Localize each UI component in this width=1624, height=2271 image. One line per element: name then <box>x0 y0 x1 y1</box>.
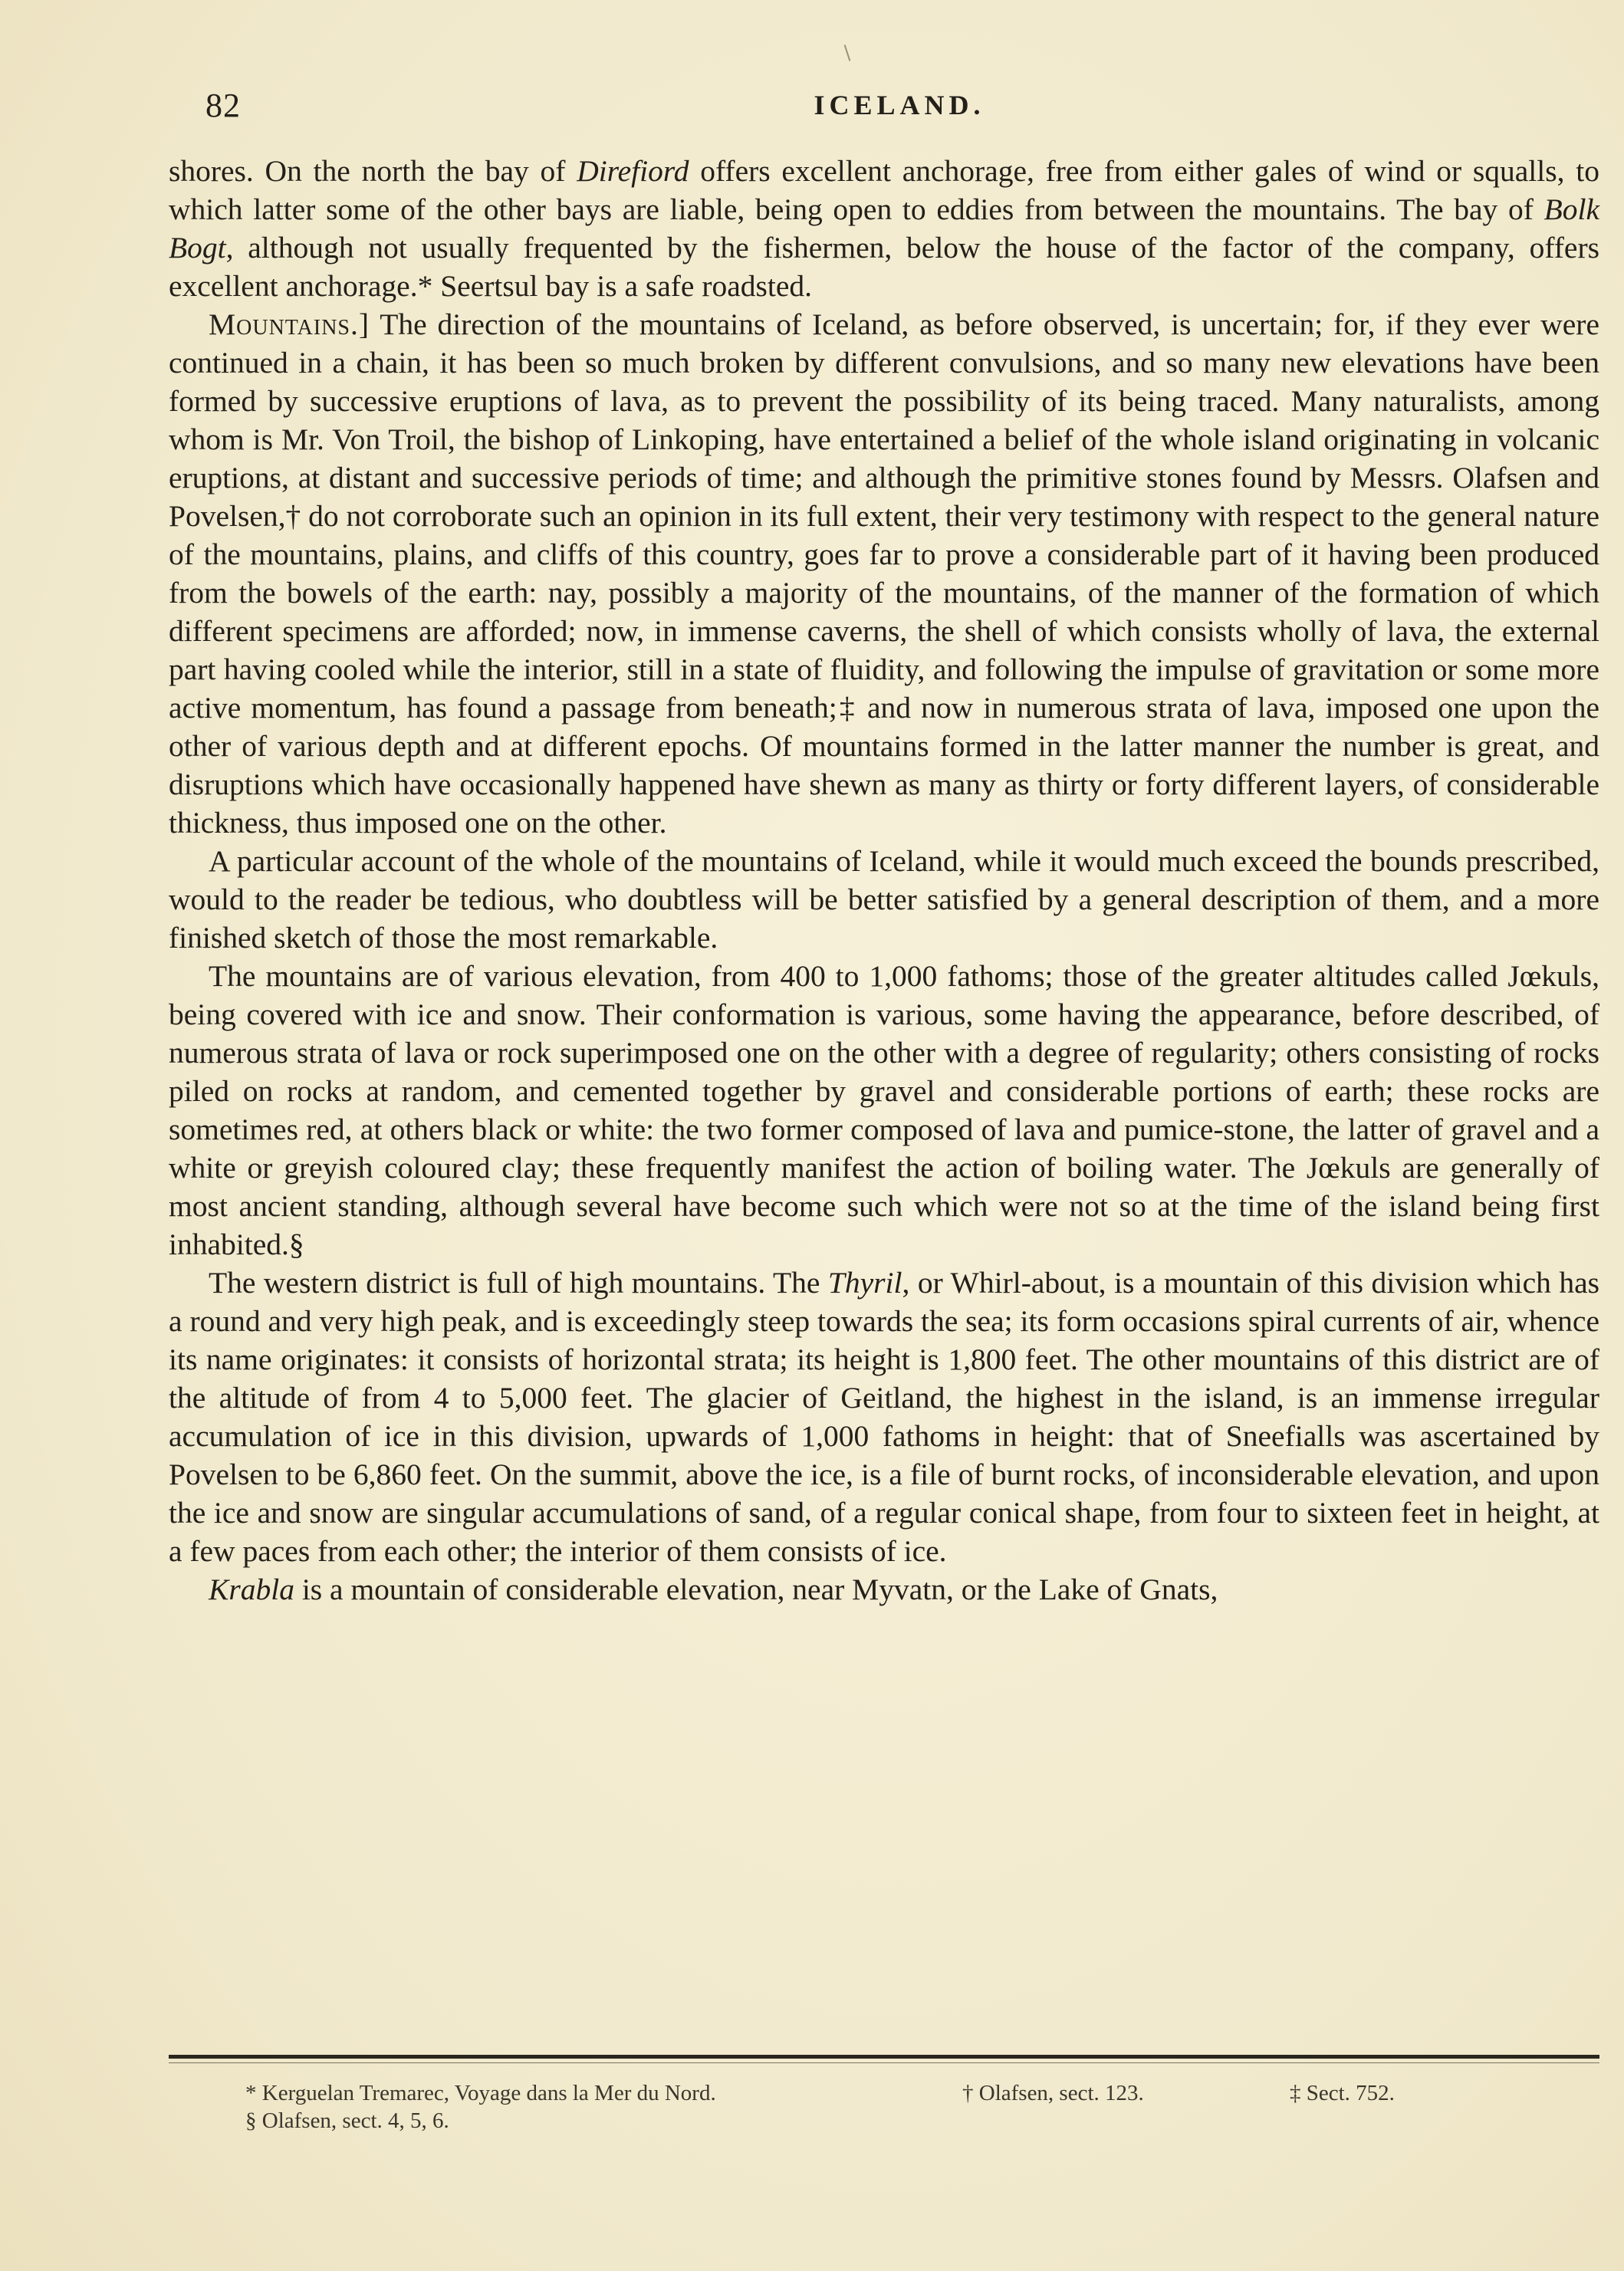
margin-mark <box>844 44 851 61</box>
paragraph-western-district: The western district is full of high mountains. The Thyril, or Whirl-about, is a mountain of this division which has a round and very high peak, and is exceedingly steep towards the sea; its form occasions spiral currents of air, whence its name originates: it consists of horizontal strata; its height is 1,800 feet. The other mountains of this district are of the altitude of from 4 to 5,000 feet. The glacier of Geitland, the highest in the island, is an immense irregular accumulation of ice in this division, upwards of 1,000 fathoms in height: that of Sneefialls was ascertained by Povelsen to be 6,860 feet. On the summit, above the ice, is a file of burnt rocks, of inconsiderable elevation, and upon the ice and snow are singular accumulations of sand, of a regular conical shape, from four to sixteen feet in height, at a few paces from each other; the interior of them consists of ice. <box>169 1266 1599 1568</box>
body-text <box>169 152 1599 1609</box>
page-header <box>205 86 1593 132</box>
running-title: ICELAND. <box>814 90 985 120</box>
footnote-rule <box>169 2055 1599 2059</box>
footnote-section: § Olafsen, sect. 4, 5, 6. <box>245 2108 449 2133</box>
footnote-asterisk: * Kerguelan Tremarec, Voyage dans la Mer du Nord. <box>245 2081 716 2105</box>
paragraph-particular-account: A particular account of the whole of the mountains of Iceland, while it would much exceed the bounds prescribed, would to the reader be tedious, who doubtless will be better satisfied by a general description of them, and a more finished sketch of those the most remarkable. <box>169 844 1599 955</box>
paragraph-elevation: The mountains are of various elevation, from 400 to 1,000 fathoms; those of the greater altitudes called Jœkuls, being covered with ice and snow. Their conformation is various, some having the appearance, before described, of numerous strata of lava or rock superimposed one on the other with a degree of regularity; others consisting of rocks piled on rocks at random, and cemented together by gravel and considerable portions of earth; these rocks are sometimes red, at others black or white: the two former composed of lava and pumice-stone, the latter of gravel and a white or greyish coloured clay; these frequently manifest the action of boiling water. The Jœkuls are generally of most ancient standing, although several have become such which were not so at the time of the island being first inhabited.§ <box>169 959 1599 1261</box>
footnote-dagger: † Olafsen, sect. 123. <box>962 2081 1144 2105</box>
footnote-rule-thin <box>169 2062 1599 2063</box>
footnotes <box>245 2079 1549 2135</box>
paragraph-shores: shores. On the north the bay of Direfiord offers excellent anchorage, free from either gales of wind or squalls, to which latter some of the other bays are liable, being open to eddies from between the mountains. The bay of Bolk Bogt, although not usually frequented by the fishermen, below the house of the factor of the company, offers excellent anchorage.* Seertsul bay is a safe roadsted. <box>169 154 1599 303</box>
footnote-double-dagger: ‡ Sect. 752. <box>1290 2081 1395 2105</box>
page-number: 82 <box>205 87 241 124</box>
paragraph-krabla: Krabla is a mountain of considerable elevation, near Myvatn, or the Lake of Gnats, <box>209 1573 1218 1606</box>
paragraph-mountains: Mountains.] The direction of the mountains of Iceland, as before observed, is uncertain; for, if they ever were continued in a chain, it has been so much broken by different convulsions, and so many new elevations have been formed by successive eruptions of lava, as to prevent the possibility of its being traced. Many naturalists, among whom is Mr. Von Troil, the bishop of Linkoping, have entertained a belief of the whole island originating in volcanic eruptions, at distant and successive periods of time; and although the primitive stones found by Messrs. Olafsen and Povelsen,† do not corroborate such an opinion in its full extent, their very testimony with respect to the general nature of the mountains, plains, and cliffs of this country, goes far to prove a considerable part of it having been produced from the bowels of the earth: nay, possibly a majority of the mountains, of the manner of the formation of which different specimens are afforded; now, in immense caverns, the shell of which consists wholly of lava, the external part having cooled while the interior, still in a state of fluidity, and following the impulse of gravitation or some more active momentum, has found a passage from beneath;‡ and now in numerous strata of lava, imposed one upon the other of various depth and at different epochs. Of mountains formed in the latter manner the number is great, and disruptions which have occasionally happened have shewn as many as thirty or forty different layers, of considerable thickness, thus imposed one on the other. <box>169 307 1599 840</box>
